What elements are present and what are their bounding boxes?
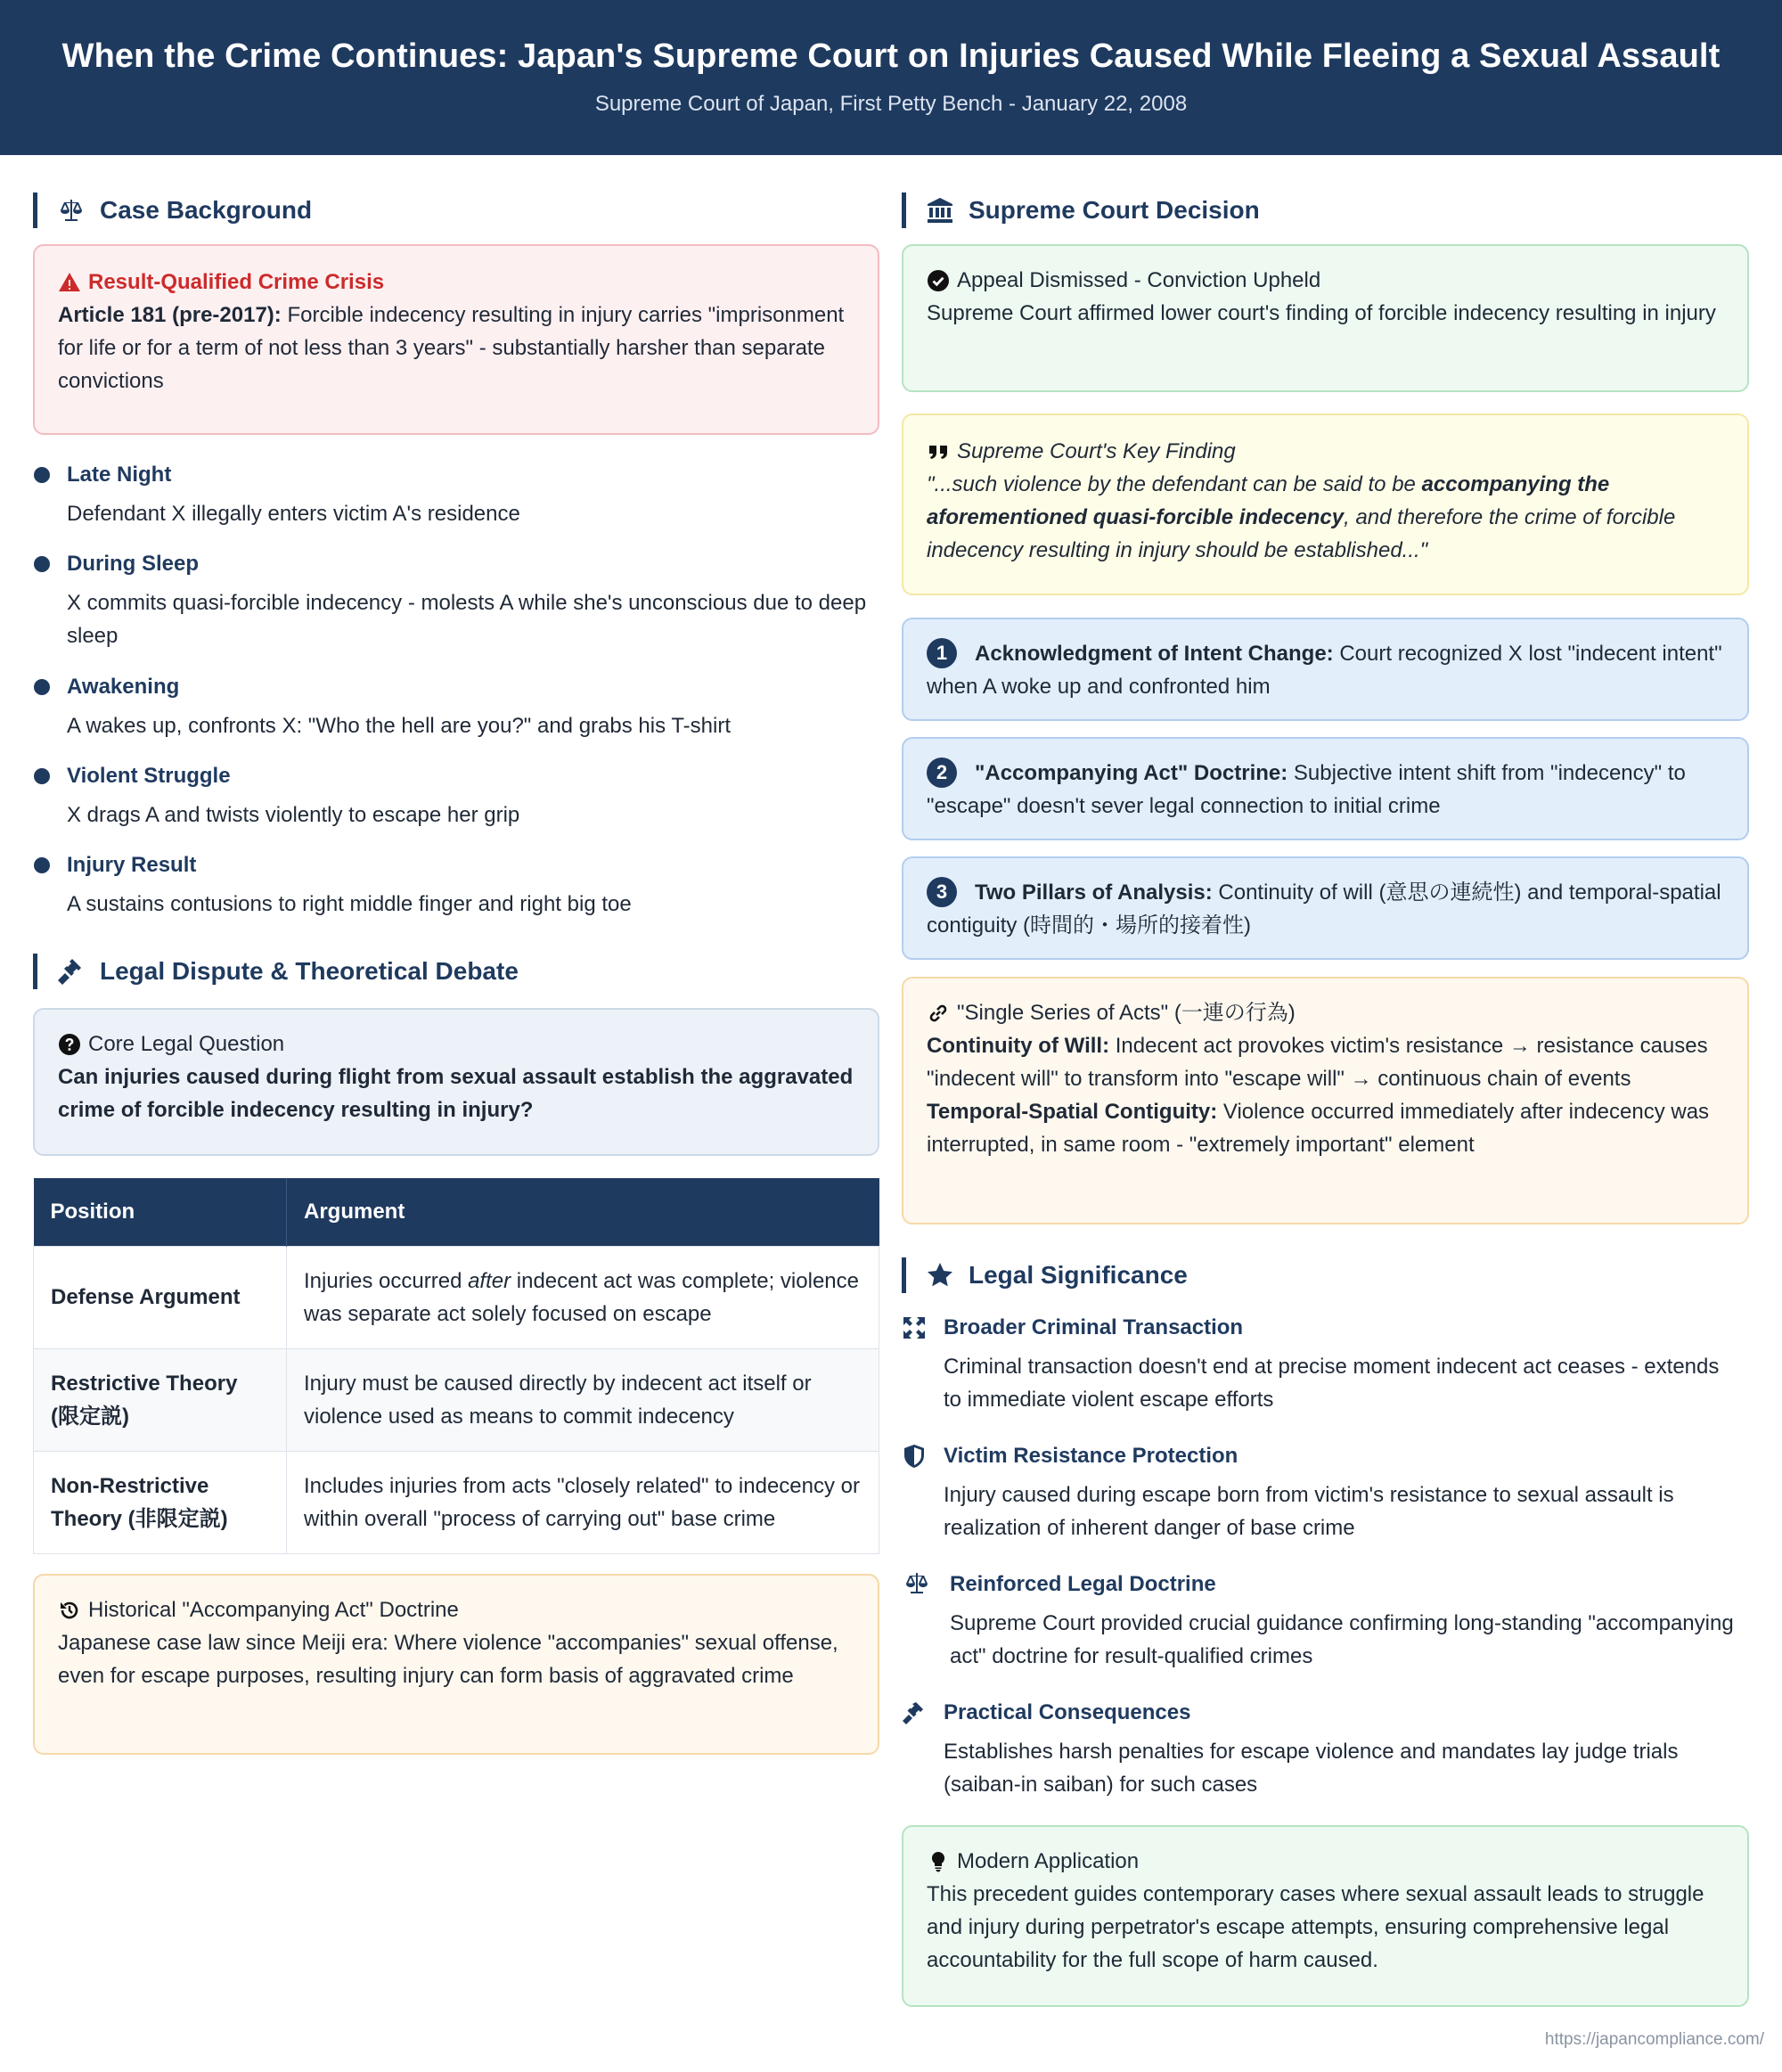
timeline-item — [33, 458, 879, 533]
section-title-text: Legal Significance — [969, 1261, 1188, 1289]
page-title: When the Crime Continues: Japan's Supreme Court on Injuries Caused While Fleeing a Sexual Assault — [61, 37, 1721, 75]
point-number-badge: 1 — [927, 638, 957, 668]
timeline-text: X drags A and twists violently to escape her grip — [67, 803, 520, 827]
section-legal-significance — [902, 1257, 1188, 1293]
scale-icon — [902, 1572, 932, 1597]
section-title-text: Supreme Court Decision — [969, 196, 1260, 224]
significance-text: Establishes harsh penalties for escape violence and mandates lay judge trials (saiban-in saiban) for such cases — [944, 1740, 1679, 1797]
section-legal-dispute — [33, 954, 519, 989]
table-cell-position: Defense Argument — [34, 1246, 287, 1348]
series-contiguity-text: Temporal-Spatial Contiguity: Violence occurred immediately after indecency was interrupted, in same room - "extremely important" element — [927, 1100, 1710, 1157]
timeline-text: A sustains contusions to right middle finger and right big toe — [67, 892, 632, 916]
table-cell-position: Restrictive Theory (限定説) — [34, 1348, 287, 1451]
scale-icon — [57, 196, 86, 225]
significance-title: Practical Consequences — [944, 1700, 1191, 1724]
timeline-dot — [34, 857, 50, 873]
expand-arrows-icon — [902, 1315, 927, 1340]
timeline-text: A wakes up, confronts X: "Who the hell are you?" and grabs his T-shirt — [67, 714, 731, 738]
quote-title: Supreme Court's Key Finding — [927, 435, 1724, 468]
question-text: Can injuries caused during flight from sexual assault establish the aggravated crime of forcible indecency resulting in injury? — [58, 1065, 854, 1122]
timeline-dot — [34, 679, 50, 695]
question-circle-icon — [58, 1033, 81, 1056]
shield-icon — [902, 1444, 927, 1469]
core-question-box — [33, 1008, 879, 1156]
footer-url: https://japancompliance.com/ — [1544, 2030, 1764, 2049]
timeline-title: Violent Struggle — [67, 764, 231, 788]
table-row — [34, 1348, 879, 1451]
table-cell-argument: Injury must be caused directly by indecent act itself or violence used as means to commit indecency — [287, 1348, 879, 1451]
table-header-position: Position — [34, 1178, 287, 1246]
history-text: Japanese case law since Meiji era: Where violence "accompanies" sexual offense, even for escape purposes, resulting injury can form basis of aggravated crime — [58, 1631, 838, 1688]
quote-icon — [927, 440, 950, 463]
point-number-badge: 2 — [927, 758, 957, 788]
timeline-dot — [34, 768, 50, 784]
point-number-badge: 3 — [927, 877, 957, 907]
timeline-item — [33, 848, 879, 923]
significance-item — [902, 1439, 1749, 1540]
significance-title: Victim Resistance Protection — [944, 1444, 1238, 1468]
gavel-icon — [57, 957, 86, 986]
significance-item — [902, 1311, 1749, 1412]
table-cell-argument: Injuries occurred after indecent act was complete; violence was separate act solely focused on escape — [287, 1246, 879, 1348]
timeline-dot — [34, 467, 50, 483]
timeline-text: X commits quasi-forcible indecency - molests A while she's unconscious due to deep sleep — [67, 591, 867, 648]
timeline-title: Awakening — [67, 675, 180, 699]
point-box: 2 "Accompanying Act" Doctrine: Subjective intent shift from "indecency" to "escape" doesn't sever legal connection to initial crime — [902, 737, 1749, 840]
quote-text: "...such violence by the defendant can be said to be accompanying the aforementioned quasi-forcible indecency, and therefore the crime of forcible indecency resulting in injury should be established..." — [927, 472, 1676, 562]
history-icon — [58, 1599, 81, 1622]
series-continuity-text: Continuity of Will: Indecent act provokes victim's resistance → resistance causes "indecent will" to transform into "escape will" → continuous chain of events — [927, 1034, 1708, 1091]
timeline-item — [33, 547, 879, 654]
crisis-box — [33, 244, 879, 435]
timeline-item — [33, 759, 879, 834]
question-title: Core Legal Question — [58, 1028, 854, 1061]
crisis-title: Result-Qualified Crime Crisis — [58, 266, 854, 299]
link-icon — [927, 1002, 950, 1025]
star-icon — [926, 1261, 954, 1290]
table-header-argument: Argument — [287, 1178, 879, 1246]
courthouse-icon — [926, 196, 954, 225]
timeline-dot — [34, 556, 50, 572]
modern-application-box — [902, 1825, 1749, 2007]
modern-title: Modern Application — [927, 1845, 1724, 1878]
section-title-text: Case Background — [100, 196, 313, 224]
positions-table — [33, 1178, 879, 1554]
decision-box — [902, 244, 1749, 392]
modern-text: This precedent guides contemporary cases where sexual assault leads to struggle and injury during perpetrator's escape attempts, ensuring comprehensive legal accountability for the full scope of harm caused. — [927, 1882, 1704, 1972]
crisis-text: Article 181 (pre-2017): Forcible indecency resulting in injury carries "imprisonment for life or for a term of not less than 3 years" - substantially harsher than separate convictions — [58, 303, 845, 393]
series-box — [902, 977, 1749, 1224]
page-header — [0, 0, 1782, 155]
timeline-item — [33, 670, 879, 745]
significance-title: Broader Criminal Transaction — [944, 1315, 1244, 1339]
series-title: "Single Series of Acts" (一連の行為) — [927, 996, 1724, 1029]
table-row — [34, 1246, 879, 1348]
timeline-title: Late Night — [67, 463, 172, 487]
significance-text: Supreme Court provided crucial guidance confirming long-standing "accompanying act" doctrine for result-qualified crimes — [950, 1611, 1734, 1668]
warning-icon — [58, 271, 81, 294]
point-box: 1 Acknowledgment of Intent Change: Court recognized X lost "indecent intent" when A woke up and confronted him — [902, 618, 1749, 721]
timeline-text: Defendant X illegally enters victim A's residence — [67, 502, 520, 526]
section-supreme-court-decision — [902, 192, 1260, 228]
page-subtitle: Supreme Court of Japan, First Petty Bench - January 22, 2008 — [594, 92, 1188, 116]
significance-item — [902, 1696, 1749, 1797]
decision-title: Appeal Dismissed - Conviction Upheld — [927, 264, 1724, 297]
section-title-text: Legal Dispute & Theoretical Debate — [100, 957, 519, 985]
significance-text: Criminal transaction doesn't end at precise moment indecent act ceases - extends to immediate violent escape efforts — [944, 1355, 1720, 1412]
significance-title: Reinforced Legal Doctrine — [950, 1572, 1216, 1596]
decision-text: Supreme Court affirmed lower court's finding of forcible indecency resulting in injury — [927, 301, 1716, 325]
check-circle-icon — [927, 269, 950, 292]
lightbulb-icon — [927, 1850, 950, 1873]
table-cell-argument: Includes injuries from acts "closely related" to indecency or within overall "process of carrying out" base crime — [287, 1451, 879, 1553]
table-row — [34, 1451, 879, 1553]
timeline-title: Injury Result — [67, 853, 197, 877]
table-header-row — [34, 1178, 879, 1246]
timeline-title: During Sleep — [67, 552, 200, 576]
significance-text: Injury caused during escape born from victim's resistance to sexual assault is realization of inherent danger of base crime — [944, 1483, 1674, 1540]
point-box: 3 Two Pillars of Analysis: Continuity of will (意思の連続性) and temporal-spatial contiguity (時間的・場所的接着性) — [902, 856, 1749, 960]
history-box — [33, 1574, 879, 1755]
gavel-icon — [902, 1700, 927, 1725]
quote-box — [902, 414, 1749, 595]
table-cell-position: Non-Restrictive Theory (非限定説) — [34, 1451, 287, 1553]
section-case-background — [33, 192, 312, 228]
significance-item — [902, 1568, 1749, 1668]
history-title: Historical "Accompanying Act" Doctrine — [58, 1593, 854, 1626]
